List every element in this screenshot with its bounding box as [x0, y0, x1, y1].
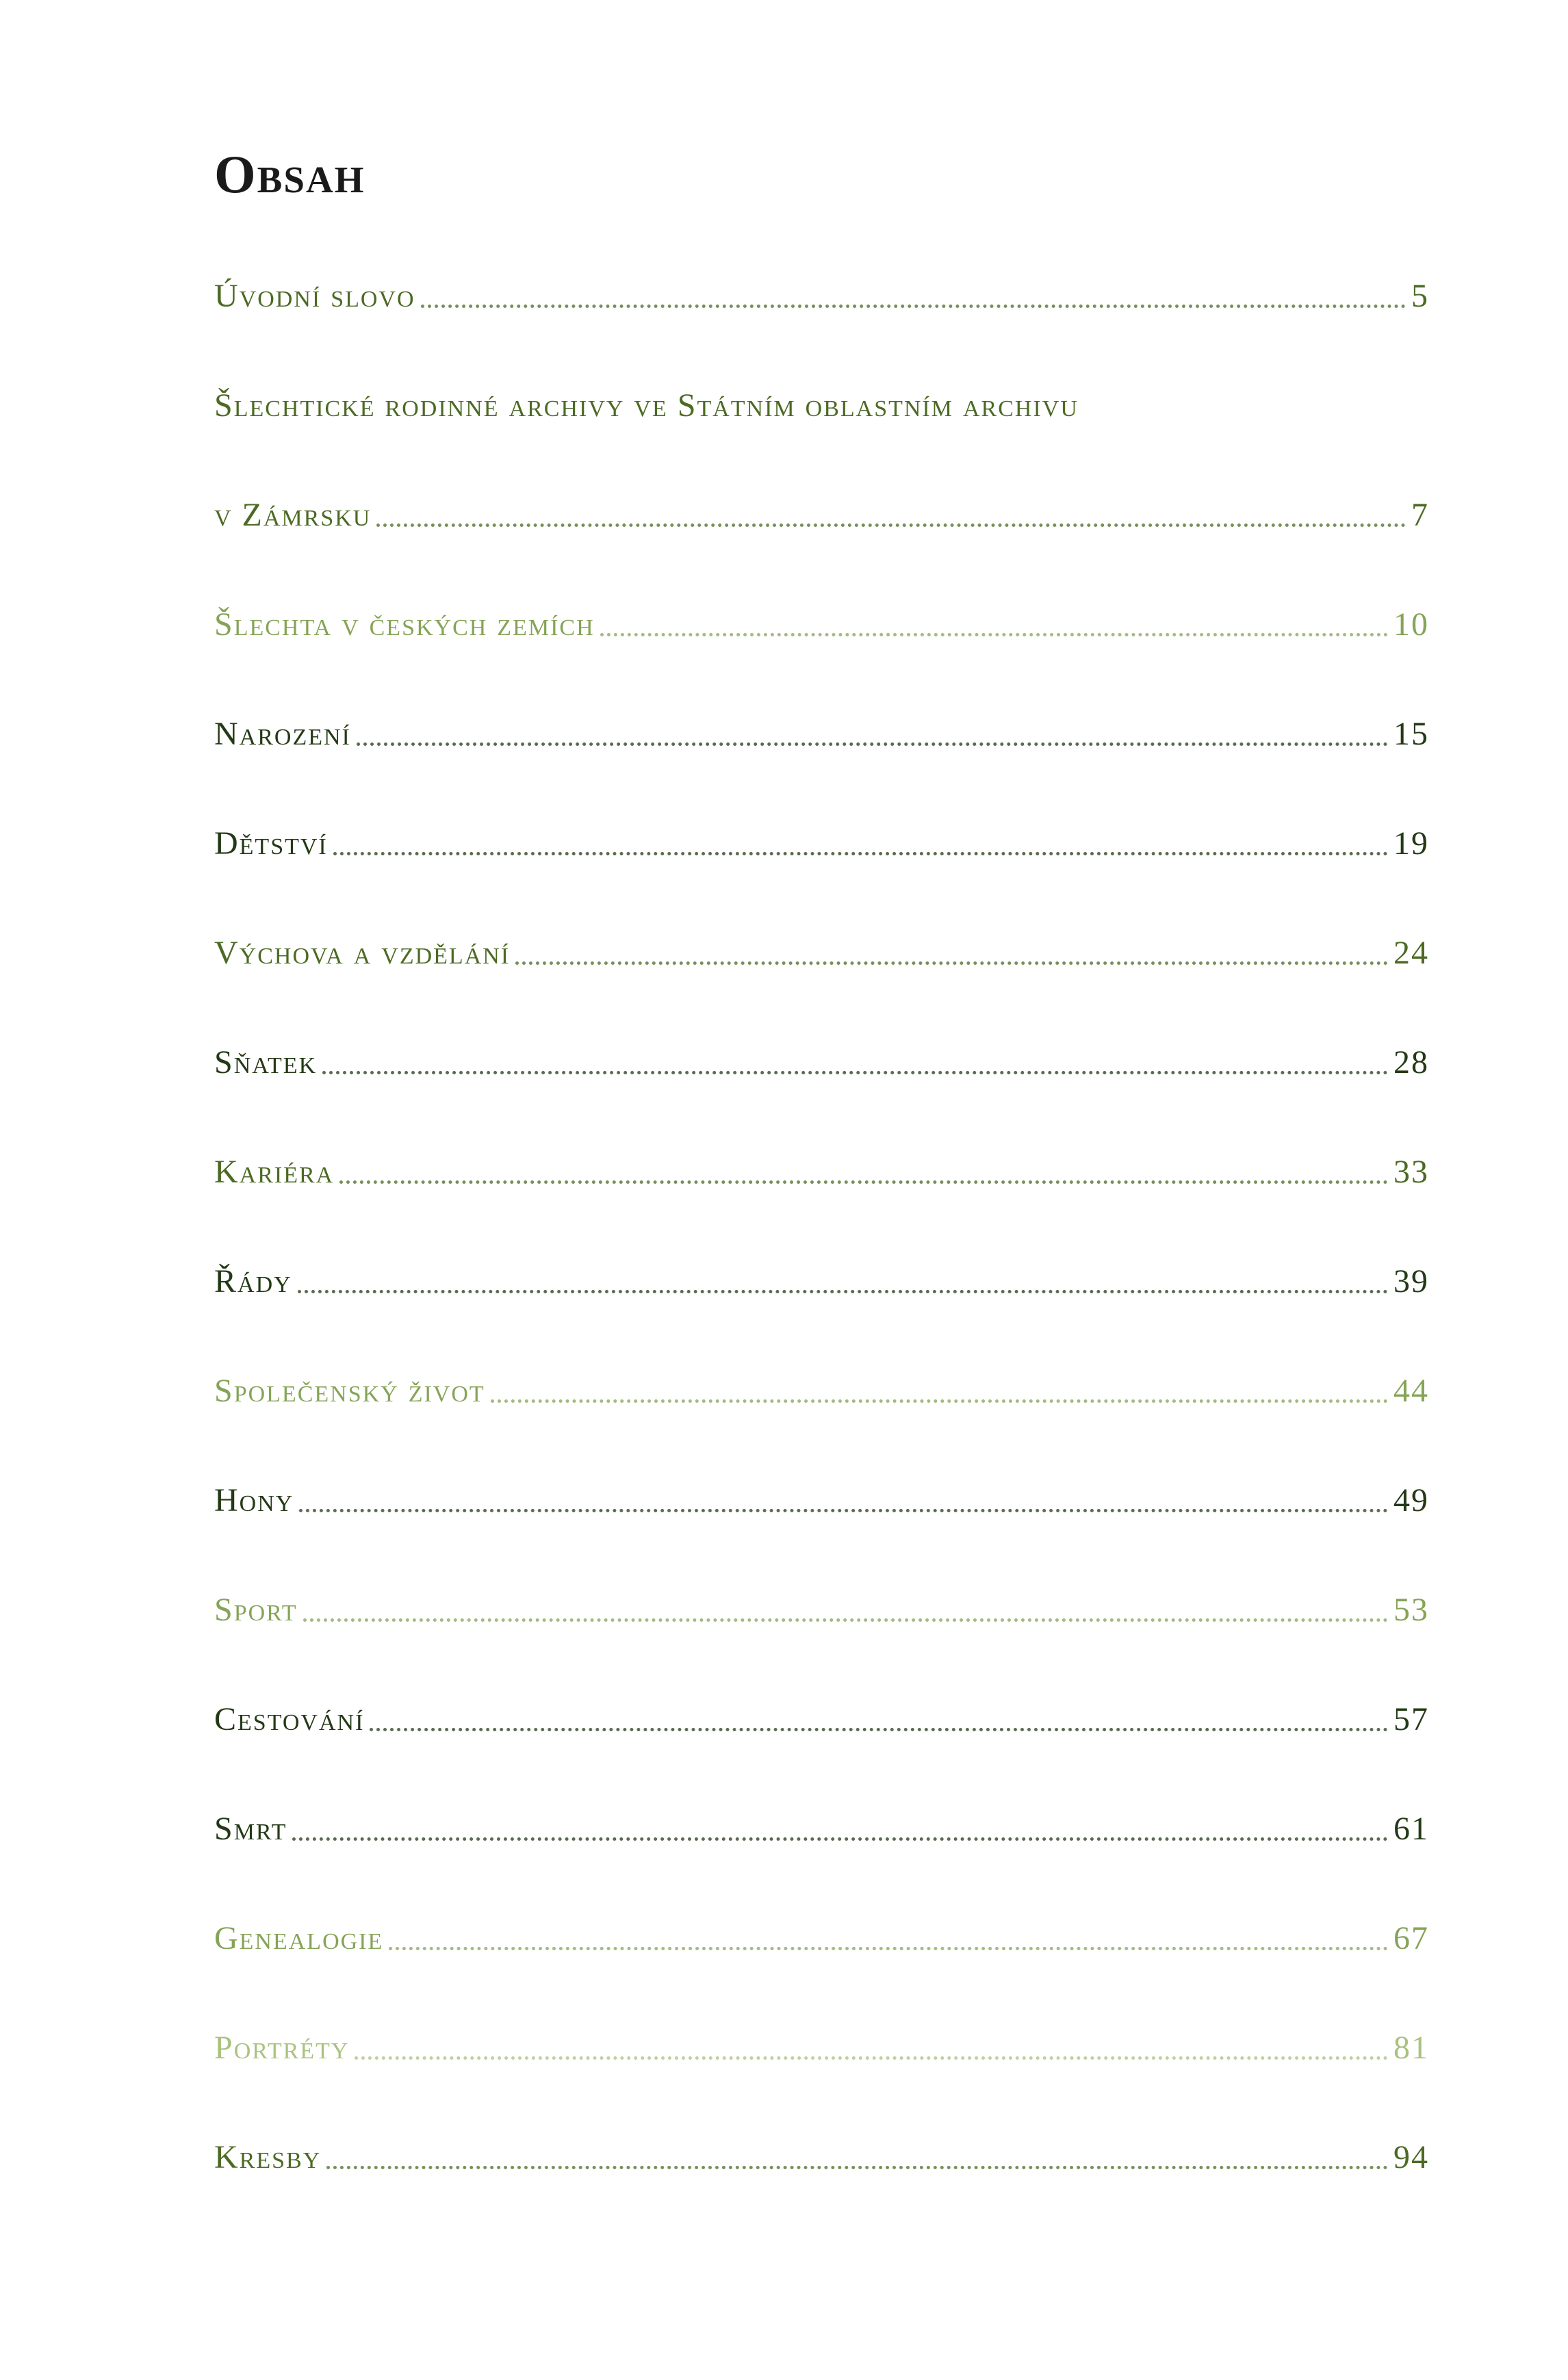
toc-entry-title: Smrt [214, 1811, 287, 1847]
toc-entry-title: Úvodní slovo [214, 278, 415, 314]
toc-entry-page: 7 [1411, 497, 1429, 533]
toc-dot-leader [370, 1728, 1388, 1731]
toc-entry-title: Výchova a vzdělání [214, 935, 511, 971]
toc-entry-page: 5 [1411, 278, 1429, 314]
toc-entry-title: Řády [214, 1263, 292, 1299]
toc-dot-leader [298, 1290, 1388, 1293]
toc-entry-page: 57 [1393, 1701, 1429, 1737]
toc-entry-page: 49 [1393, 1482, 1429, 1518]
toc-dot-leader [389, 1947, 1388, 1950]
toc-entry-page: 15 [1393, 716, 1429, 752]
toc-entry-detstvi[interactable] [214, 814, 1429, 862]
toc-entry-slechticke-archivy[interactable] [214, 376, 1429, 424]
toc-entry-rady[interactable] [214, 1252, 1429, 1300]
toc-entry-title: Sňatek [214, 1044, 318, 1081]
toc-entry-title: Narození [214, 716, 351, 752]
toc-entry-title: Cestování [214, 1701, 365, 1737]
toc-dot-leader [322, 1071, 1388, 1074]
toc-entry-sport[interactable] [214, 1581, 1429, 1629]
toc-entry-title: Kariéra [214, 1154, 335, 1190]
toc-entry-title: v Zámrsku [214, 497, 372, 533]
toc-entry-page: 53 [1393, 1592, 1429, 1628]
toc-entry-title: Kresby [214, 2139, 322, 2175]
toc-entry-title: Sport [214, 1592, 298, 1628]
toc-entry-spolecensky-zivot[interactable] [214, 1362, 1429, 1410]
toc-entry-snatek[interactable] [214, 1033, 1429, 1081]
toc-dot-leader [303, 1618, 1388, 1622]
toc-dot-leader [600, 633, 1388, 636]
toc-entry-page: 67 [1393, 1920, 1429, 1956]
toc-entry-vychova[interactable] [214, 924, 1429, 972]
toc-entry-page: 61 [1393, 1811, 1429, 1847]
toc-entry-hony[interactable] [214, 1471, 1429, 1519]
toc-entry-page: 28 [1393, 1044, 1429, 1081]
toc-entry-page: 24 [1393, 935, 1429, 971]
toc-dot-leader [491, 1399, 1388, 1403]
toc-entry-narozeni[interactable] [214, 705, 1429, 753]
toc-entry-title: Šlechtické rodinné archivy ve Státním oblastním archivu [214, 387, 1079, 424]
toc-entry-kresby[interactable] [214, 2128, 1429, 2176]
toc-entry-page: 10 [1393, 606, 1429, 643]
toc-entry-uvodni-slovo[interactable] [214, 267, 1429, 315]
toc-dot-leader [421, 305, 1406, 308]
toc-entry-genealogie[interactable] [214, 1909, 1429, 1957]
toc-entry-slechta[interactable] [214, 595, 1429, 643]
toc-entry-page: 33 [1393, 1154, 1429, 1190]
toc-dot-leader [376, 523, 1406, 527]
toc-entry-page: 39 [1393, 1263, 1429, 1299]
toc-entry-portrety[interactable] [214, 2019, 1429, 2067]
toc-entry-page: 44 [1393, 1373, 1429, 1409]
toc-entry-slechticke-archivy-cont[interactable] [214, 486, 1429, 534]
toc-entry-page: 19 [1393, 825, 1429, 862]
toc-entry-title: Dětství [214, 825, 328, 862]
toc-entry-kariera[interactable] [214, 1143, 1429, 1191]
toc-entry-cestovani[interactable] [214, 1690, 1429, 1738]
toc-entry-title: Genealogie [214, 1920, 384, 1956]
toc-entry-title: Společenský život [214, 1373, 485, 1409]
toc-dot-leader [515, 961, 1388, 965]
toc-entry-title: Šlechta v českých zemích [214, 606, 595, 643]
toc-dot-leader [292, 1837, 1388, 1841]
toc-entry-title: Portréty [214, 2030, 350, 2066]
toc-dot-leader [333, 852, 1388, 855]
toc-entry-page: 94 [1393, 2139, 1429, 2175]
toc-dot-leader [326, 2166, 1388, 2169]
toc-entry-title: Hony [214, 1482, 294, 1518]
toc-dot-leader [299, 1509, 1388, 1512]
toc-entry-smrt[interactable] [214, 1800, 1429, 1848]
toc-dot-leader [357, 742, 1388, 746]
toc-dot-leader [339, 1180, 1388, 1184]
toc-entry-page: 81 [1393, 2030, 1429, 2066]
page-title: Obsah [214, 144, 365, 204]
toc-dot-leader [355, 2056, 1388, 2060]
